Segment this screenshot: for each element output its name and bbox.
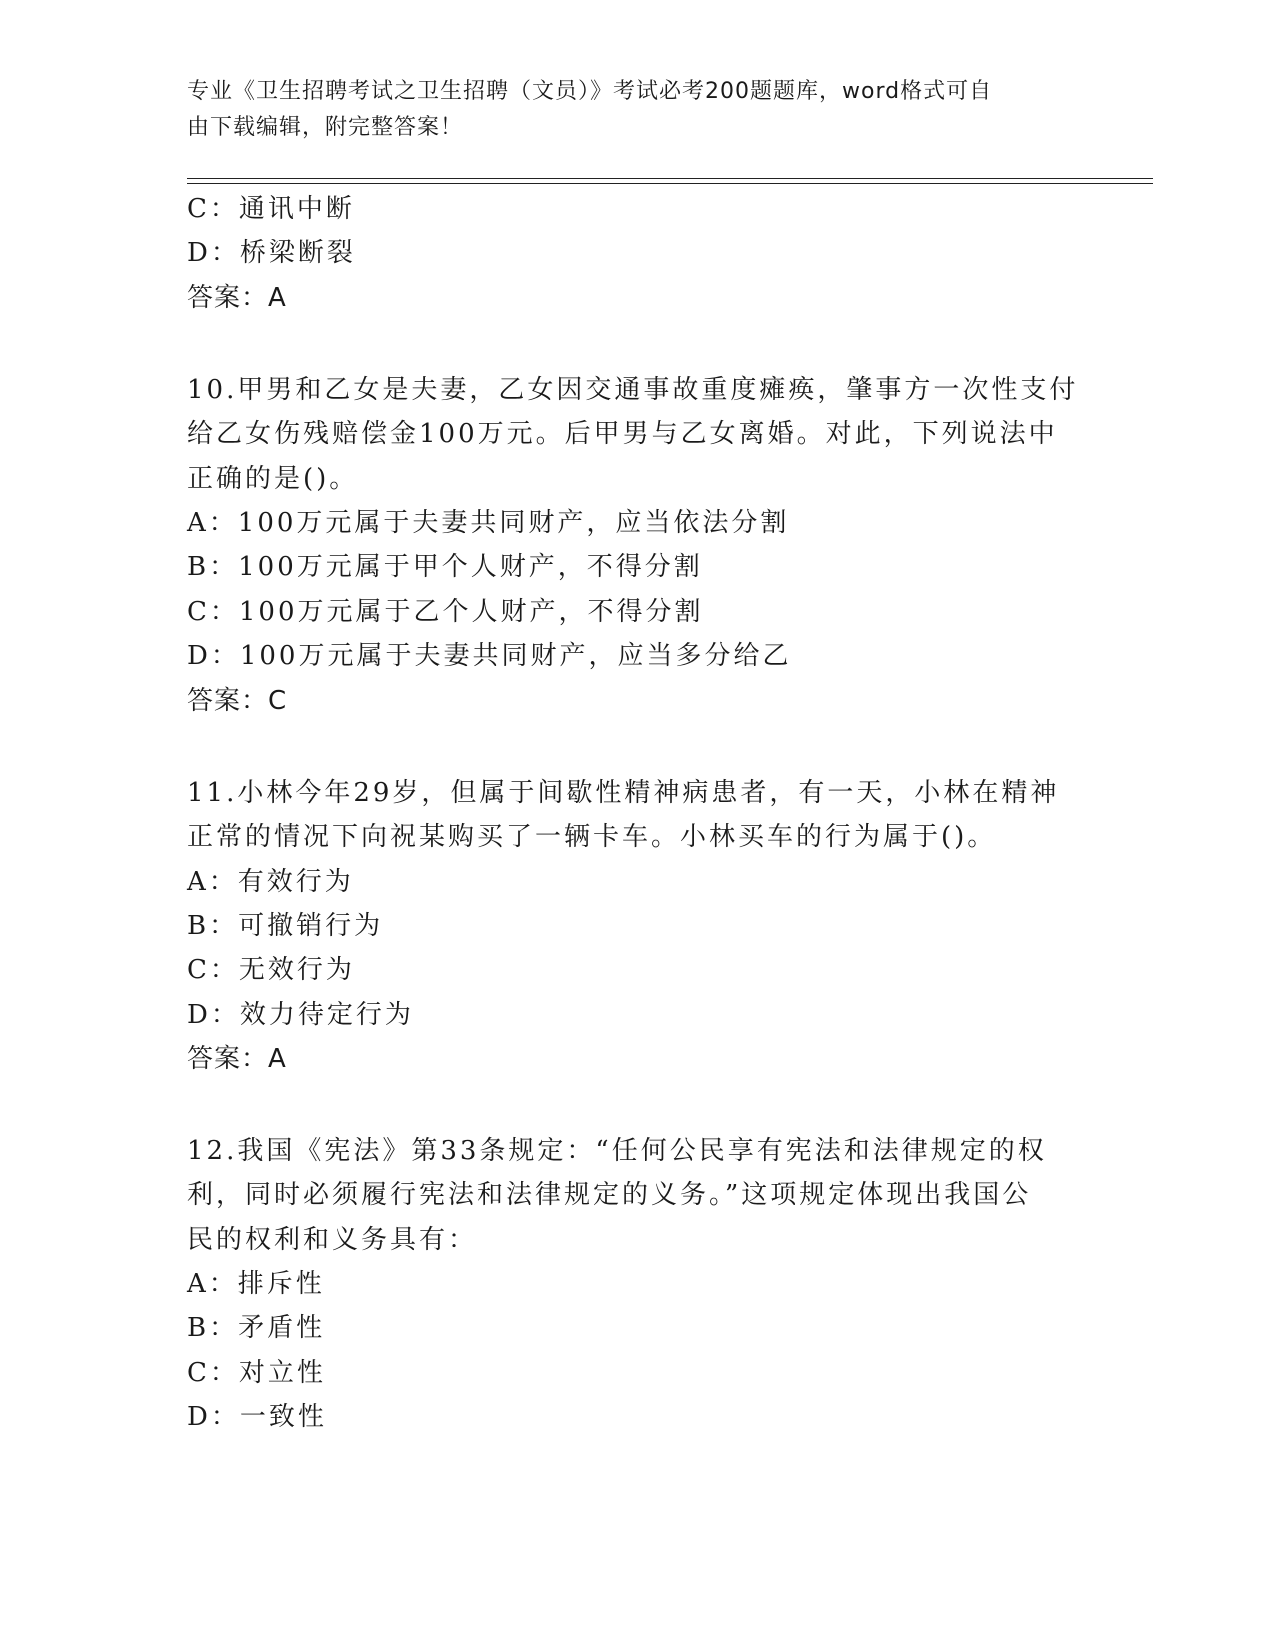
header-line-2: 由下载编辑，附完整答案！ xyxy=(187,115,464,140)
header-divider-top xyxy=(187,178,1153,179)
option-a: A：有效行为 xyxy=(187,867,354,897)
question-stem-line: 10.甲男和乙女是夫妻，乙女因交通事故重度瘫痪，肇事方一次性支付 xyxy=(187,375,1079,405)
question-stem-line: 给乙女伤残赔偿金100万元。后甲男与乙女离婚。对此，下列说法中 xyxy=(187,419,1058,449)
question-stem-line: 正确的是()。 xyxy=(187,464,359,494)
option-c: C：通讯中断 xyxy=(187,194,355,224)
option-c: C：无效行为 xyxy=(187,955,355,985)
answer-label: 答案：A xyxy=(187,1044,287,1074)
question-stem-line: 11.小林今年29岁，但属于间歇性精神病患者，有一天，小林在精神 xyxy=(187,778,1060,808)
answer-label: 答案：C xyxy=(187,686,288,716)
option-b: B：可撤销行为 xyxy=(187,911,384,941)
option-c: C：对立性 xyxy=(187,1358,326,1388)
question-stem-line: 民的权利和义务具有： xyxy=(187,1225,478,1255)
question-stem-line: 正常的情况下向祝某购买了一辆卡车。小林买车的行为属于()。 xyxy=(187,822,997,852)
header-divider-bottom xyxy=(187,183,1153,184)
option-d: D：效力待定行为 xyxy=(187,1000,414,1030)
option-b: B：100万元属于甲个人财产，不得分割 xyxy=(187,552,703,582)
option-d: D：100万元属于夫妻共同财产，应当多分给乙 xyxy=(187,641,792,671)
option-d: D：桥梁断裂 xyxy=(187,238,356,268)
question-stem-line: 利，同时必须履行宪法和法律规定的义务。”这项规定体现出我国公 xyxy=(187,1180,1032,1210)
question-stem-line: 12.我国《宪法》第33条规定：“任何公民享有宪法和法律规定的权 xyxy=(187,1136,1047,1166)
option-b: B：矛盾性 xyxy=(187,1313,326,1343)
option-a: A：排斥性 xyxy=(187,1269,325,1299)
option-c: C：100万元属于乙个人财产，不得分割 xyxy=(187,597,704,627)
answer-label: 答案：A xyxy=(187,283,287,313)
header-line-1: 专业《卫生招聘考试之卫生招聘（文员）》考试必考200题题库，word格式可自 xyxy=(187,79,993,104)
page-header xyxy=(187,74,1067,146)
option-d: D：一致性 xyxy=(187,1402,327,1432)
option-a: A：100万元属于夫妻共同财产，应当依法分割 xyxy=(187,508,790,538)
